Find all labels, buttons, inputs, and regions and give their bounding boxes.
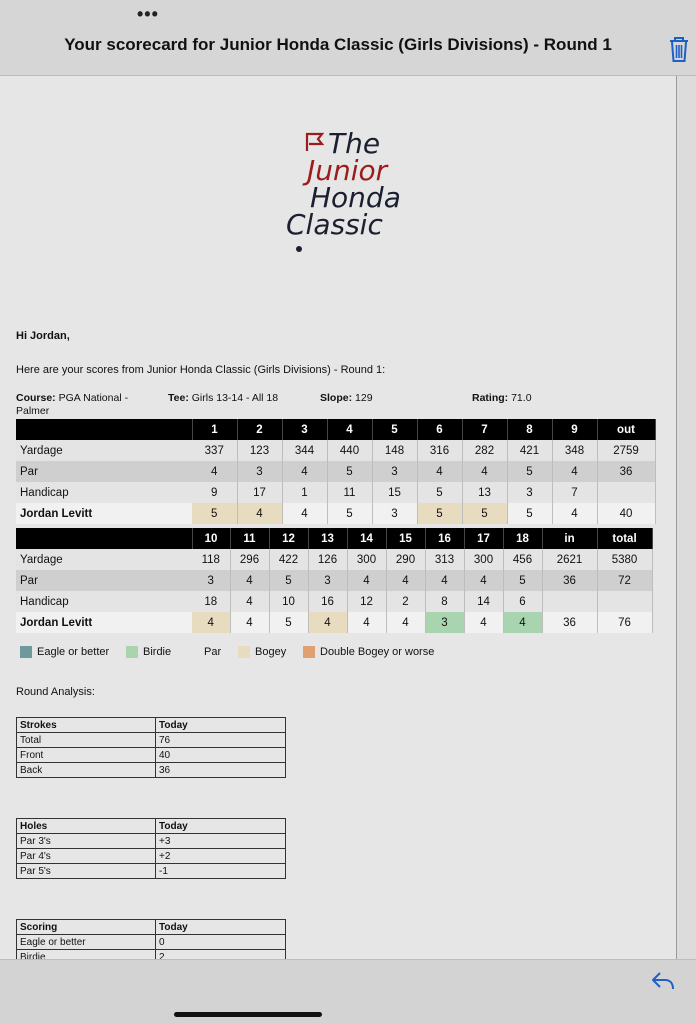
scorecard-par-row: [16, 461, 655, 482]
score-cell: 4: [464, 612, 503, 633]
scorecard-handicap-row: [16, 591, 652, 612]
score-cell: 422: [269, 549, 308, 570]
row-label: Jordan Levitt: [16, 612, 192, 633]
email-header: [0, 0, 696, 76]
score-cell: 344: [282, 440, 327, 461]
score-cell: 316: [417, 440, 462, 461]
back-nine-scorecard: [16, 528, 653, 633]
course-label: Course:: [16, 392, 56, 404]
score-cell: 3: [308, 570, 347, 591]
hole-number: 12: [269, 528, 308, 549]
scoring-header: Scoring: [17, 920, 156, 935]
legend-birdie-label: Birdie: [143, 646, 172, 658]
round-analysis-label: Round Analysis:: [16, 686, 95, 698]
score-cell: 4: [503, 612, 542, 633]
score-cell: 15: [372, 482, 417, 503]
flag-icon: [304, 131, 326, 153]
more-options-icon[interactable]: •••: [137, 4, 159, 24]
score-cell: 5: [417, 482, 462, 503]
email-subject: Your scorecard for Junior Honda Classic (Girls Divisions) - Round 1: [64, 35, 612, 54]
rating-label: Rating:: [472, 392, 509, 404]
logo-text-honda: Honda: [310, 181, 401, 214]
slope-value: 129: [355, 392, 373, 404]
hole-number: 4: [327, 419, 372, 440]
hole-number: total: [597, 528, 652, 549]
holes-table: [16, 818, 286, 879]
score-cell: 4: [552, 461, 597, 482]
table-cell: 36: [156, 763, 286, 778]
hole-number: 2: [237, 419, 282, 440]
scorecard-yardage-row: [16, 440, 655, 461]
hole-number: 17: [464, 528, 503, 549]
bogey-swatch: [238, 646, 250, 658]
course-value: PGA National - Palmer: [16, 392, 129, 417]
tee-value: Girls 13-14 - All 18: [191, 392, 279, 404]
score-cell: 10: [269, 591, 308, 612]
score-cell: 5: [417, 503, 462, 524]
score-cell: 7: [552, 482, 597, 503]
score-cell: 4: [230, 570, 269, 591]
reply-icon[interactable]: [650, 968, 676, 994]
table-cell: Eagle or better: [17, 935, 156, 950]
score-cell: 4: [425, 570, 464, 591]
table-cell: Par 3's: [17, 834, 156, 849]
hole-number: 5: [372, 419, 417, 440]
player-score-row: [16, 612, 652, 633]
strokes-header: Strokes: [17, 718, 156, 733]
today-header: Today: [156, 920, 286, 935]
home-indicator: [174, 1012, 322, 1017]
score-cell: 440: [327, 440, 372, 461]
score-cell: 4: [230, 612, 269, 633]
slope-info: [320, 392, 373, 405]
row-label: [16, 419, 192, 440]
score-cell: 8: [425, 591, 464, 612]
score-cell: 72: [597, 570, 652, 591]
hole-number: 14: [347, 528, 386, 549]
score-cell: 3: [425, 612, 464, 633]
score-cell: 16: [308, 591, 347, 612]
score-cell: 2: [386, 591, 425, 612]
row-label: Par: [16, 461, 192, 482]
score-cell: 3: [507, 482, 552, 503]
hole-number: 3: [282, 419, 327, 440]
score-cell: 5: [507, 503, 552, 524]
score-cell: 282: [462, 440, 507, 461]
front-nine-scorecard: [16, 419, 656, 524]
strokes-table: [16, 717, 286, 778]
score-cell: 118: [192, 549, 230, 570]
score-cell: 12: [347, 591, 386, 612]
row-label: Jordan Levitt: [16, 503, 192, 524]
hole-number: in: [542, 528, 597, 549]
score-cell: 18: [192, 591, 230, 612]
hole-number: 10: [192, 528, 230, 549]
hole-number: 18: [503, 528, 542, 549]
score-cell: 5: [462, 503, 507, 524]
logo-text-classic: Classic: [286, 208, 383, 241]
score-cell: 3: [192, 570, 230, 591]
score-cell: 4: [192, 612, 230, 633]
score-cell: 6: [503, 591, 542, 612]
today-header: Today: [156, 718, 286, 733]
score-cell: 300: [464, 549, 503, 570]
score-cell: 4: [308, 612, 347, 633]
score-cell: 4: [237, 503, 282, 524]
score-cell: 4: [192, 461, 237, 482]
score-cell: 5: [507, 461, 552, 482]
scorecard-par-row: [16, 570, 652, 591]
intro-text: Here are your scores from Junior Honda Classic (Girls Divisions) - Round 1:: [16, 364, 386, 376]
hole-number: 6: [417, 419, 462, 440]
score-cell: 5: [269, 612, 308, 633]
score-cell: 4: [386, 612, 425, 633]
scorecard-handicap-row: [16, 482, 655, 503]
hole-number: 1: [192, 419, 237, 440]
score-cell: [597, 591, 652, 612]
score-cell: 36: [597, 461, 655, 482]
score-cell: 4: [347, 570, 386, 591]
score-cell: 2759: [597, 440, 655, 461]
score-cell: 296: [230, 549, 269, 570]
row-label: Handicap: [16, 482, 192, 503]
score-cell: 3: [372, 461, 417, 482]
hole-number: 15: [386, 528, 425, 549]
scorecard-yardage-row: [16, 549, 652, 570]
table-cell: +3: [156, 834, 286, 849]
table-cell: 2: [156, 950, 286, 960]
scoring-table: [16, 919, 286, 959]
score-cell: 4: [462, 461, 507, 482]
score-cell: 9: [192, 482, 237, 503]
score-cell: 2621: [542, 549, 597, 570]
score-cell: 76: [597, 612, 652, 633]
score-cell: 123: [237, 440, 282, 461]
score-cell: 36: [542, 570, 597, 591]
rating-value: 71.0: [511, 392, 532, 404]
today-header: Today: [156, 819, 286, 834]
row-label: Par: [16, 570, 192, 591]
score-cell: 4: [552, 503, 597, 524]
score-cell: 4: [464, 570, 503, 591]
table-cell: 40: [156, 748, 286, 763]
table-cell: Par 5's: [17, 864, 156, 879]
score-cell: 13: [462, 482, 507, 503]
birdie-swatch: [126, 646, 138, 658]
score-cell: 4: [230, 591, 269, 612]
logo-text-the: The: [328, 127, 381, 160]
score-cell: 5: [327, 503, 372, 524]
score-cell: 4: [417, 461, 462, 482]
table-cell: -1: [156, 864, 286, 879]
score-cell: 313: [425, 549, 464, 570]
score-cell: 40: [597, 503, 655, 524]
row-label: Handicap: [16, 591, 192, 612]
score-cell: 337: [192, 440, 237, 461]
row-label: [16, 528, 192, 549]
scrollbar-track[interactable]: [677, 76, 696, 959]
row-label: Yardage: [16, 549, 192, 570]
score-cell: 5: [327, 461, 372, 482]
logo-text-junior: Junior: [307, 154, 388, 187]
score-cell: 348: [552, 440, 597, 461]
score-cell: 126: [308, 549, 347, 570]
table-cell: Total: [17, 733, 156, 748]
scorecard-headers-row: [16, 419, 655, 440]
score-cell: 5: [192, 503, 237, 524]
score-cell: 11: [327, 482, 372, 503]
score-cell: 5: [503, 570, 542, 591]
score-cell: 17: [237, 482, 282, 503]
email-body: [0, 76, 676, 959]
score-cell: [597, 482, 655, 503]
score-cell: 300: [347, 549, 386, 570]
legend-eagle-label: Eagle or better: [37, 646, 110, 658]
legend-bogey-label: Bogey: [255, 646, 287, 658]
score-cell: 5380: [597, 549, 652, 570]
eagle-swatch: [20, 646, 32, 658]
course-info: [16, 392, 146, 418]
hole-number: out: [597, 419, 655, 440]
trash-icon[interactable]: [666, 34, 692, 64]
score-cell: 3: [237, 461, 282, 482]
score-cell: 1: [282, 482, 327, 503]
score-cell: 3: [372, 503, 417, 524]
junior-honda-classic-logo: [282, 126, 412, 256]
score-cell: [542, 591, 597, 612]
score-cell: 5: [269, 570, 308, 591]
rating-info: [472, 392, 532, 405]
table-cell: Front: [17, 748, 156, 763]
score-legend: [20, 646, 660, 660]
tee-label: Tee:: [168, 392, 189, 404]
table-cell: 76: [156, 733, 286, 748]
table-cell: +2: [156, 849, 286, 864]
table-cell: 0: [156, 935, 286, 950]
score-cell: 4: [386, 570, 425, 591]
hole-number: 13: [308, 528, 347, 549]
golf-ball-icon: [296, 246, 302, 252]
hole-number: 9: [552, 419, 597, 440]
hole-number: 8: [507, 419, 552, 440]
score-cell: 4: [282, 461, 327, 482]
score-cell: 4: [282, 503, 327, 524]
slope-label: Slope:: [320, 392, 353, 404]
player-score-row: [16, 503, 655, 524]
greeting: Hi Jordan,: [16, 330, 70, 342]
tee-info: [168, 392, 278, 405]
score-cell: 290: [386, 549, 425, 570]
score-cell: 4: [347, 612, 386, 633]
score-cell: 456: [503, 549, 542, 570]
legend-double-bogey-label: Double Bogey or worse: [320, 646, 435, 658]
table-cell: Back: [17, 763, 156, 778]
score-cell: 36: [542, 612, 597, 633]
table-cell: Par 4's: [17, 849, 156, 864]
hole-number: 7: [462, 419, 507, 440]
score-cell: 421: [507, 440, 552, 461]
bottom-toolbar: [0, 959, 696, 1024]
table-cell: Birdie: [17, 950, 156, 960]
scorecard-headers-row: [16, 528, 652, 549]
score-cell: 14: [464, 591, 503, 612]
double-bogey-swatch: [303, 646, 315, 658]
hole-number: 16: [425, 528, 464, 549]
holes-header: Holes: [17, 819, 156, 834]
hole-number: 11: [230, 528, 269, 549]
legend-par-label: Par: [204, 646, 222, 658]
score-cell: 148: [372, 440, 417, 461]
row-label: Yardage: [16, 440, 192, 461]
